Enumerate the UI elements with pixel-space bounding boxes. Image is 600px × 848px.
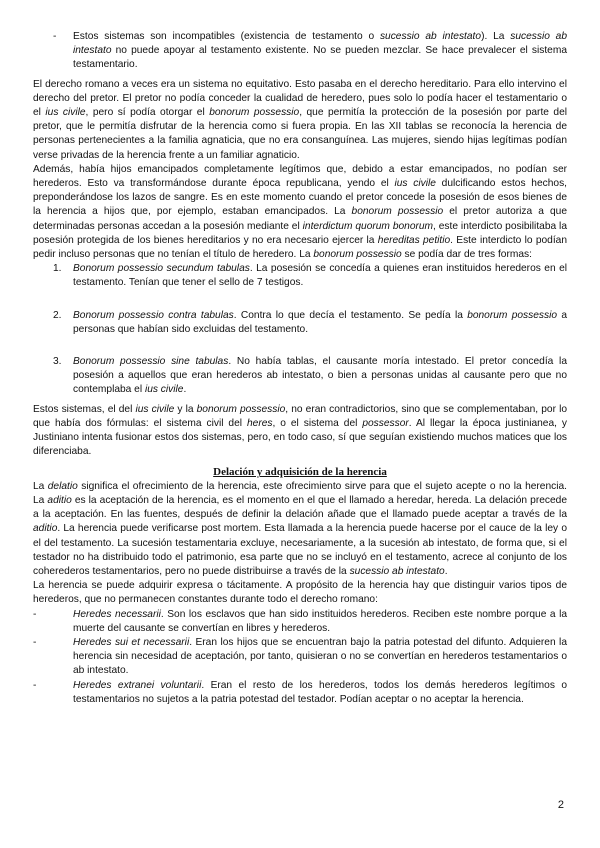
paragraph-sistemas: Estos sistemas, el del ius civile y la bonorum possessio, no eran contradictorios, sino que se complementaban, por lo que había dos fórmulas: el sistema civil del heres, o el sistema del possessor. Al llegar la época justinianea, y Justiniano intenta fusionar estos dos sistemas, pero, en todo caso, sí que seguían existiendo muchos matices que los diferenciaba.	[33, 403, 568, 458]
dash-bullet: -	[33, 679, 37, 691]
dash-bullet: -	[33, 636, 37, 648]
list-item: 2. Bonorum possessio contra tabulas. Contra lo que decía el testamento. Se pedía la bonorum possessio a personas que habían sido excluidas del testamento.	[53, 309, 567, 335]
list-item: 3. Bonorum possessio sine tabulas. No había tablas, el causante moría intestado. El pretor concedía la posesión a aquellos que eran herederos ab intestato, o bien a personas unidas al causante pero que no contemplaba el ius civile.	[53, 356, 567, 396]
intro-bullet-list	[33, 30, 567, 73]
paragraph-emancipados: Además, había hijos emancipados completamente legítimos que, debido a estar emancipados, no podían ser herederos. Esto va transformándose durante época republicana, yendo el ius civile dulcificando estos hechos, preponderándose los lazos de sangre. Es en este momento cuando el pretor concede la posesión de esos bienes de la herencia a hijos que, por ejemplo, estaban emancipados. La bonorum possessio el pretor autoriza a que determinadas personas accedan a la posesión mediante el interdictum quorum bonorum, este interdicto posibilitaba la posesión protegida de los bienes hereditarios y no era necesario ejercer la hereditas petitio. Este interdicto lo podían pedir incluso personas que no tenían el título de heredero. La bonorum possessio se podía dar de tres formas:	[33, 163, 567, 261]
list-item: 1. Bonorum possessio secundum tabulas. La posesión se concedía a quienes eran instituidos herederos en el testamento. Tenían que tener el sello de 7 testigos.	[53, 263, 567, 289]
list-item: - Heredes extranei voluntarii. Eran el resto de los herederos, todos los demás herederos legítimos o testamentarios no sujetos a la patria potestad del testador. Podían aceptar o no aceptar la herencia.	[33, 679, 567, 705]
paragraph-adquisicion: La herencia se puede adquirir expresa o tácitamente. A propósito de la herencia hay que distinguir varios tipos de herederos, que no permanecen constantes durante todo el derecho romano:	[33, 580, 567, 606]
dash-bullet: -	[53, 31, 57, 42]
document-page	[33, 30, 567, 707]
paragraph-delatio: La delatio significa el ofrecimiento de la herencia, este ofrecimiento sirve para que el sujeto acepte o no la herencia. La aditio es la aceptación de la herencia, es el momento en el que el llamado a heredar, hereda. La delación precede a la aceptación. En las fuentes, después de definir la delación añade que el llamado puede aceptar a través de la aditio. La herencia puede verificarse post mortem. Esta llamada a la herencia puede hacerse por el cauce de la ley o el del testamento. La sucesión testamentaria excluye, necesariamente, a la sucesión ab intestato, de forma que, si el testador no ha distribuido todo el patrimonio, esa parte que no se incluyó en el testamento, acrece al conjunto de los coherederos testamentarios, pero no puede distribuirse a través de la sucessio ab intestato.	[33, 480, 567, 577]
list-item: - Estos sistemas son incompatibles (existencia de testamento o sucessio ab intestato). La sucessio ab intestato no puede apoyar al testamento existente. No se pueden mezclar. Se hace prevalecer el sistema testamentario.	[53, 31, 568, 71]
page-number: 2	[557, 799, 564, 811]
section-heading: Delación y adquisición de la herencia	[213, 466, 387, 479]
bonorum-forms-list	[33, 262, 567, 397]
list-item: - Heredes necessarii. Son los esclavos que han sido instituidos herederos. Reciben este nombre porque a la muerte del causante se convertían en libres y herederos.	[33, 608, 567, 634]
heirs-list	[33, 608, 567, 707]
paragraph-pretor: El derecho romano a veces era un sistema no equitativo. Esto pasaba en el derecho hereditario. Para ello intervino el derecho del pretor. El pretor no podía conceder la cualidad de heredero, pues solo lo podía hacer el testamentario o el ius civile, pero sí podía otorgar el bonorum possessio, que permitía la protección de la posesión por parte del pretor, que le permitía disfrutar de la herencia como si fuera propia. En las XII tablas se reconocía la herencia de personas pertenecientes a la familia agnaticia, que no era consanguínea. Las mujeres, siendo hijas legítimas podían verse privadas de la herencia frente a un familiar agnaticio.	[33, 78, 567, 161]
dash-bullet: -	[33, 608, 37, 620]
list-item: - Heredes sui et necessarii. Eran los hijos que se encuentran bajo la patria potestad del difunto. Adquieren la herencia sin necesidad de aceptación, por tanto, quisieran o no se convertían en herederos testamentarios o ab intestato.	[33, 636, 567, 677]
